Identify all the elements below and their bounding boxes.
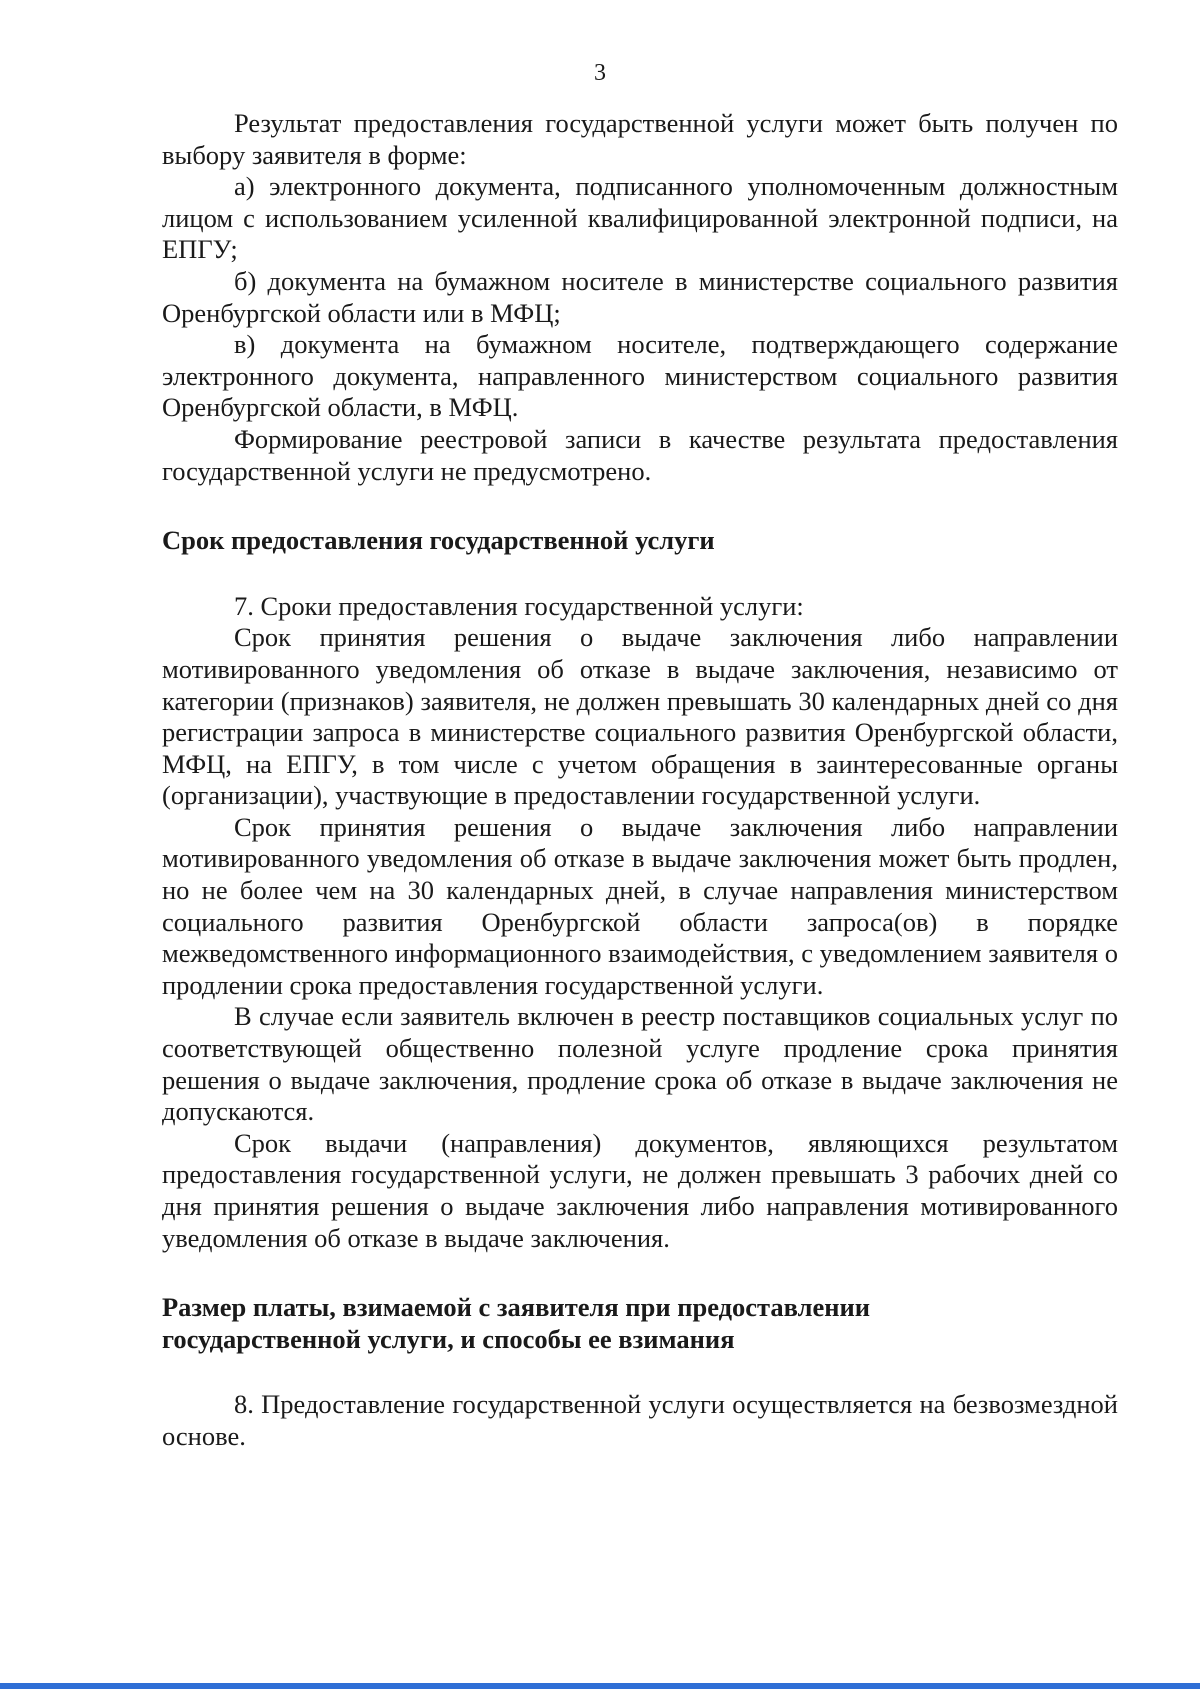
page-number: 3: [594, 60, 606, 86]
fee-paragraph-8: 8. Предоставление государственной услуги осуществляется на безвозмездной основе.: [162, 1389, 1118, 1451]
scan-edge-line: [0, 1683, 1200, 1689]
registry-record-paragraph: Формирование реестровой записи в качестве результата предоставления государственной услуги не предусмотрено.: [162, 423, 1118, 486]
result-option-c: в) документа на бумажном носителе, подтверждающего содержание электронного документа, направленного министерством социального развития Оренбургской области, в МФЦ.: [162, 329, 1118, 423]
result-option-a: а) электронного документа, подписанного уполномоченным должностным лицом с использованием усиленной квалифицированной электронной подписи, на ЕПГУ;: [162, 171, 1118, 265]
section-heading-term: Срок предоставления государственной услуги: [162, 525, 715, 556]
page-content: [162, 108, 1118, 1453]
result-option-b: б) документа на бумажном носителе в министерстве социального развития Оренбургской области или в МФЦ;: [162, 265, 1118, 328]
term-paragraph-extension: Срок принятия решения о выдаче заключения либо направлении мотивированного уведомления об отказе в выдаче заключения может быть продлен, но не более чем на 30 календарных дней, в случае направления министерством социального развития Оренбургской области запроса(ов) в порядке межведомственного информационного взаимодействия, с уведомлением заявителя о продлении срока предоставления государственной услуги.: [162, 811, 1118, 1000]
section-heading-fee-line1: Размер платы, взимаемой с заявителя при предоставлении: [162, 1292, 871, 1323]
term-paragraph-decision: Срок принятия решения о выдаче заключения либо направлении мотивированного уведомления об отказе в выдаче заключения, независимо от категории (признаков) заявителя, не должен превышать 30 календарных дней со дня регистрации запроса в министерстве социального развития Оренбургской области, МФЦ, на ЕПГУ, в том числе с учетом обращения в заинтересованные органы (организации), участвующие в предоставлении государственной услуги.: [162, 622, 1118, 811]
term-paragraph-registry: В случае если заявитель включен в реестр поставщиков социальных услуг по соответствующей общественно полезной услуге продление срока принятия решения о выдаче заключения, продление срока об отказе в выдаче заключения не допускаются.: [162, 1001, 1118, 1127]
result-intro-paragraph: Результат предоставления государственной услуги может быть получен по выбору заявителя в форме:: [162, 108, 1118, 170]
term-paragraph-7: 7. Сроки предоставления государственной услуги:: [234, 590, 804, 621]
term-paragraph-issuance: Срок выдачи (направления) документов, являющихся результатом предоставления государственной услуги, не должен превышать 3 рабочих дней со дня принятия решения о выдаче заключения либо направления мотивированного уведомления об отказе в выдаче заключения.: [162, 1127, 1118, 1253]
section-heading-fee-line2: государственной услуги, и способы ее взимания: [162, 1323, 735, 1354]
